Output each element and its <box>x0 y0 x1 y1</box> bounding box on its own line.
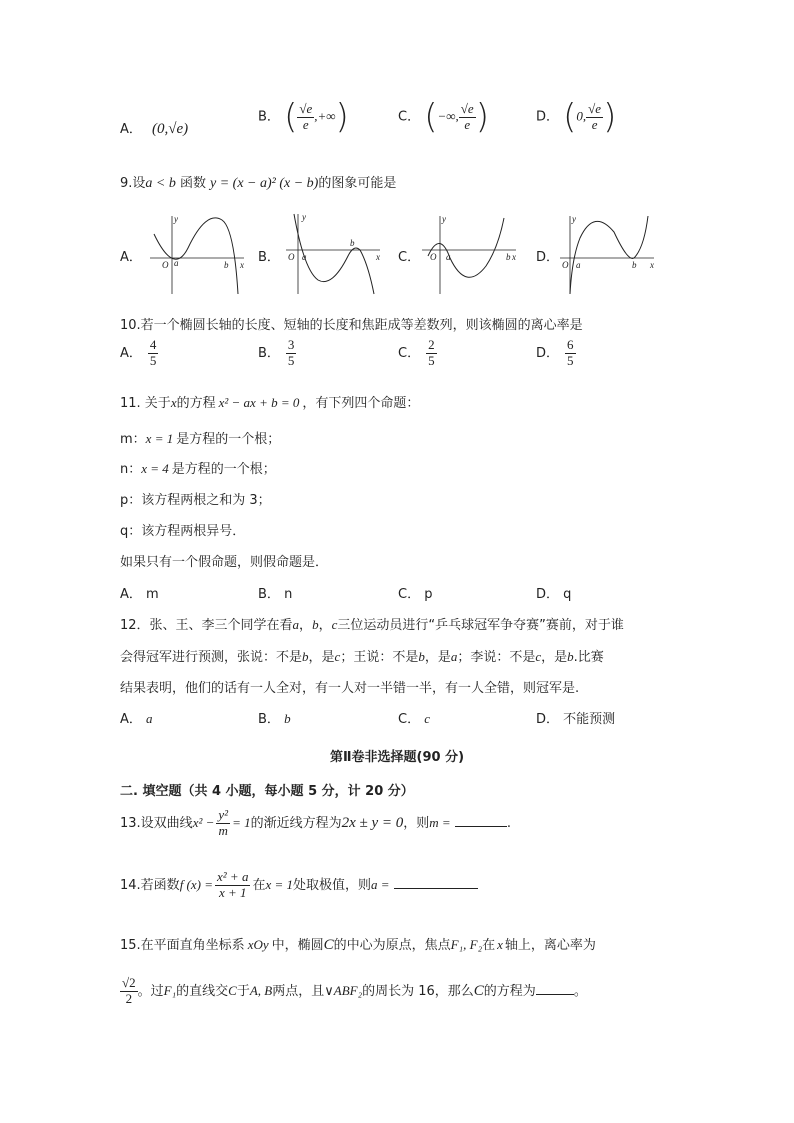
q9-label-a: A． <box>120 250 142 265</box>
q9-label-b: B． <box>258 250 280 265</box>
graph-d-y-label: y <box>572 214 576 224</box>
q15-line-1: 15.在平面直角坐标系 xOy 中，椭圆C的中心为原点，焦点F₁, F₂在 x 轴上，离心率为 <box>120 937 596 953</box>
graph-d-x-label: x <box>650 260 654 270</box>
graph-d-b: b <box>632 260 637 270</box>
q12-line-2: 会得冠军进行预测，张说：不是b，是c；王说：不是b，是a；李说：不是c，是b.比赛 <box>120 649 604 665</box>
q15-line-2: $\frac{√2}{2}$ 。过F₁的直线交C于A, B两点，且∨ABF₂的周长为 16，那么C的方程为 。 <box>122 975 587 1006</box>
q8-option-d: D． (0, $\frac{√e}{e}$ ) <box>536 97 617 137</box>
q12-option-d: D． 不能预测 <box>536 712 616 727</box>
graph-a-x-label: x <box>240 260 244 270</box>
q11-option-a: A． m <box>120 587 159 602</box>
q15-answer-blank[interactable] <box>536 994 574 995</box>
graph-b-a: a <box>302 252 307 262</box>
graph-d-a: a <box>576 260 581 270</box>
graph-a <box>148 212 248 296</box>
q13: 13.设双曲线x² − $\frac{\text{y²}}{m}$ = 1的渐近线方程为2x ± y = 0，则m = . <box>120 807 511 838</box>
graph-c-b: b <box>506 252 511 262</box>
q11-option-b: B． n <box>258 587 293 602</box>
graph-a-b: b <box>224 260 229 270</box>
q11-prop-q: q：该方程两根异号． <box>120 524 246 539</box>
q13-answer-blank[interactable] <box>455 826 507 827</box>
graph-b-origin: O <box>288 252 295 262</box>
q14-answer-blank[interactable] <box>394 888 478 889</box>
q14: 14.若函数f (x) = $\frac{\text{x² + a}}{x + 1}$ 在x = 1处取极值，则a = <box>120 870 478 901</box>
q11-option-d: D． q <box>536 587 572 602</box>
q12-option-c: C． c <box>398 711 430 727</box>
q10-stem: 10.若一个椭圆长轴的长度、短轴的长度和焦距成等差数列，则该椭圆的离心率是 <box>120 318 583 333</box>
q11-prop-p: p：该方程两根之和为 3； <box>120 493 271 508</box>
graph-b-x-label: x <box>376 252 380 262</box>
graph-c <box>420 212 520 296</box>
graph-b-b: b <box>350 238 355 248</box>
q10-option-d: D． $\frac{6}{5}$ <box>536 337 574 368</box>
graph-c-x-label: x <box>512 252 516 262</box>
graph-d <box>558 212 658 296</box>
graph-b-y-label: y <box>302 212 306 222</box>
q10-option-b: B． $\frac{3}{5}$ <box>258 337 295 368</box>
q11-ask: 如果只有一个假命题，则假命题是． <box>120 555 329 570</box>
q10-option-a: A． $\frac{4}{5}$ <box>120 337 157 368</box>
q8-option-b: B． ( $\frac{√e}{e}$ ,+∞) <box>258 97 349 137</box>
graph-c-a: a <box>446 252 451 262</box>
section-2-heading: 二. 填空题（共 4 小题，每小题 5 分，计 20 分） <box>120 784 414 799</box>
q12-line-1: 12．张、王、李三个同学在看a，b，c三位运动员进行“乒乓球冠军争夺赛”赛前，对于谁 <box>120 617 624 633</box>
q9-label-c: C． <box>398 250 421 265</box>
q11-option-c: C． p <box>398 587 433 602</box>
q8-option-c: C． (−∞, $\frac{√e}{e}$ ) <box>398 97 489 137</box>
graph-a-origin: O <box>162 260 169 270</box>
q11-prop-n: n：x = 4 是方程的一个根； <box>120 461 276 477</box>
q11-prop-m: m：x = 1 是方程的一个根； <box>120 431 281 447</box>
q12-option-b: B． b <box>258 711 291 727</box>
graph-c-origin: O <box>430 252 437 262</box>
graph-a-a: a <box>174 258 179 268</box>
section-title: 第Ⅱ卷非选择题(90 分) <box>329 750 465 765</box>
graph-b <box>284 210 384 296</box>
q10-option-c: C． $\frac{2}{5}$ <box>398 337 435 368</box>
q9-label-d: D． <box>536 250 560 265</box>
graph-a-y-label: y <box>174 214 178 224</box>
graph-d-origin: O <box>562 260 569 270</box>
q12-option-a: A． a <box>120 711 153 727</box>
q11-stem: 11. 关于x的方程 x² − ax + b = 0 ，有下列四个命题： <box>120 395 420 411</box>
q8-option-a: A． (0,√e) <box>120 121 189 137</box>
q12-line-3: 结果表明，他们的话有一人全对，有一人对一半错一半，有一人全错，则冠军是. <box>120 681 580 696</box>
q9-stem: 9.设a < b 函数 y = (x − a)² (x − b)的图象可能是 <box>120 176 397 191</box>
graph-c-y-label: y <box>442 214 446 224</box>
